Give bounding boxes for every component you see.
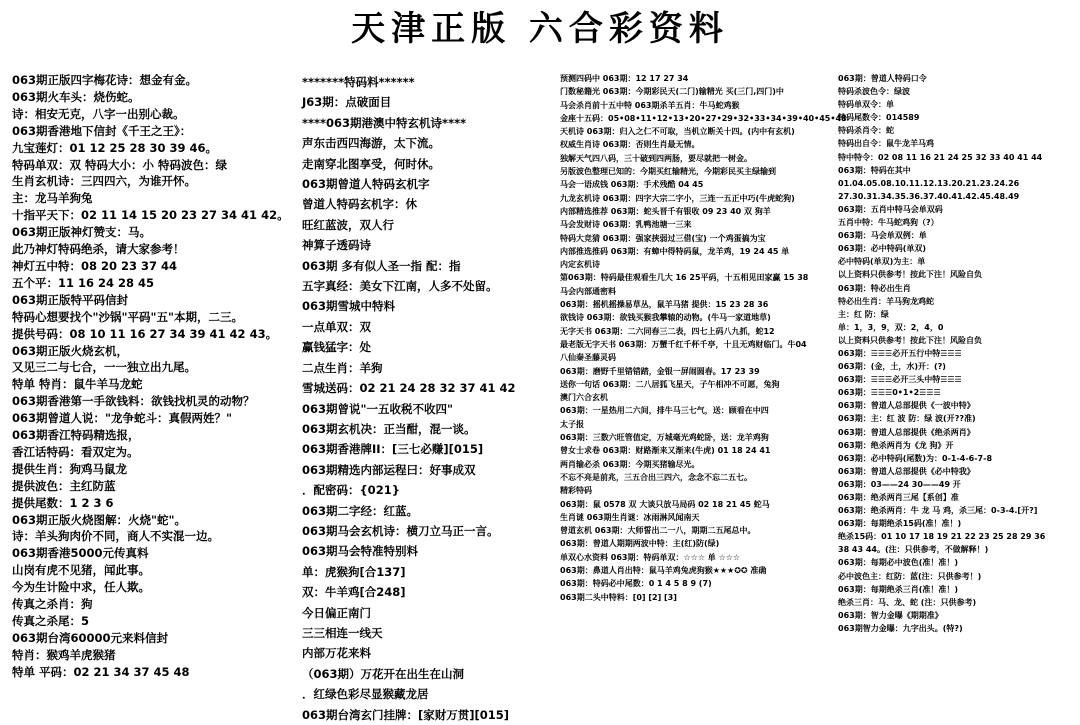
text-line: 送你一句话 063期：二八居狐飞星天，子午相冲不可愿，兔狗 — [560, 379, 780, 389]
text-line: 诗：相安无克，八字一出别心裁。 — [12, 106, 185, 121]
text-line: 063期：马会单双例：单 — [838, 231, 927, 241]
text-line: 063期台湾60000元来料信封 — [12, 630, 169, 645]
text-line: 063期香港第一手欲钱料：欲钱找机灵的动物？ — [12, 394, 255, 409]
text-line: 27.30.31.34.35.36.37.40.41.42.45.48.49 — [838, 191, 1020, 201]
text-line: 十指平天下：02 11 14 15 20 23 27 34 41 42。 — [12, 208, 289, 223]
text-line: 063期二字经：红蓝。 — [302, 503, 419, 518]
text-line: 神算子透码诗 — [302, 238, 371, 253]
text-line: 传真之杀尾：5 — [12, 614, 90, 628]
text-line: 以上资料只供参考！按此下注！风险自负 — [838, 335, 982, 345]
text-line: 曾道人特码玄机字：休 — [302, 197, 417, 212]
text-line: 特单 特肖：鼠牛羊马龙蛇 — [12, 377, 143, 392]
text-line: 063期：必中特码(尾数)为：0-1-4-6-7-8 — [838, 453, 993, 463]
text-line: 063期：磨野千里错错踏，金银一屏闹圆春。17 23 39 — [560, 366, 760, 376]
text-line: 提供尾数：1 2 3 6 — [12, 495, 114, 510]
text-line: 063期：03——24 30——49 开 — [838, 479, 961, 489]
text-line: 063期：鼠 0578 双 大谈只放马局码 02 18 21 45 蛇马 — [560, 499, 770, 509]
text-line: 特码出自令：鼠牛龙羊马鸡 — [838, 139, 934, 149]
text-line: 063期：每期必中波色(准！准！) — [838, 558, 959, 568]
text-line: 此乃神灯特码绝杀，请大家参考！ — [12, 242, 185, 257]
text-line: 不忘不亮是前兆，三五合出三四六，念念不忘二五七。 — [560, 472, 752, 482]
text-line: 声东击西四海游，太下流。 — [302, 136, 440, 151]
text-line: 063期：☰☰☰0•1•2☰☰☰ — [838, 388, 941, 398]
text-line: ．红绿色彩尽显猴藏龙居 — [302, 687, 429, 702]
text-line: （063期）万花开在出生在山洞 — [302, 666, 465, 681]
text-line: 特中特令：02 08 11 16 21 24 25 32 33 40 41 44 — [838, 152, 1043, 162]
text-line: 神灯五中特：08 20 23 37 44 — [12, 258, 178, 273]
text-line: 063期正版火烧图解：火烧"蛇"。 — [12, 512, 186, 527]
text-line: 063期精选内部运程曰：好事成双 — [302, 462, 476, 477]
text-line: 063期正版特平码信封 — [12, 292, 129, 307]
text-line: 063期曾说"一五收税不收四" — [302, 401, 453, 416]
text-line: 主：龙马羊狗兔 — [12, 191, 93, 206]
text-line: 063期：(金，土，水)开：(?) — [838, 362, 946, 372]
text-line: 063期香港5000元传真料 — [12, 546, 149, 561]
text-line: 063期曾道人特码玄机字 — [302, 177, 430, 192]
text-line: 特码杀波色令：绿波 — [838, 87, 910, 97]
text-line: 曾道玄机 063期：大师誓出二一八，期期二五尾总中。 — [560, 526, 756, 536]
text-line: 063期：摇机摇操易草丛，鼠羊马猪 提供：15 23 28 36 — [560, 300, 769, 310]
text-line: 另版波色整理已知的：今期买红输精光，今期彩民买主绿输到 — [560, 167, 776, 177]
text-line: 单：1，3，9，双：2，4，0 — [838, 322, 944, 332]
text-line: 天机诗 063期：归入之仁不可取，当机立断关十四。(内中有玄机) — [560, 127, 795, 137]
text-line: *******特码料****** — [302, 75, 415, 89]
text-line: 063期：智力金曝《期期准》 — [838, 610, 943, 620]
text-line: 欲钱诗 063期：欲钱买猴我攀辕的动物。(牛马一家道地草) — [560, 313, 771, 323]
text-line: ．配密码：{021} — [302, 483, 400, 498]
text-line: 01.04.05.08.10.11.12.13.20.21.23.24.26 — [838, 178, 1020, 188]
text-line: 五个平：11 16 24 28 45 — [12, 275, 155, 290]
text-line: 旺红蓝波，双人行 — [302, 217, 394, 232]
text-line: 内部万花来料 — [302, 646, 371, 661]
text-line: 走南穿北图享受，何时休。 — [302, 156, 440, 171]
text-line: 内部推选推码 063期：有蟑中得特码鼠，龙羊鸡，19 24 45 单 — [560, 246, 790, 256]
text-line: 第063期：特码最佳观看生几大 16 25平码，十五相见田家赢 15 38 — [560, 273, 809, 283]
text-line: 预测四码中 063期：12 17 27 34 — [560, 74, 689, 83]
text-line: 今日偏正南门 — [302, 605, 371, 620]
text-line: 马会内部通密料 — [560, 286, 616, 296]
text-line: 权威生肖诗 063期：否则生肖最无情。 — [560, 140, 700, 150]
text-line: 又见三二与七合，一一独立出九尾。 — [12, 360, 196, 375]
text-line: 马会一语成钱 063期：手术残酷 04 45 — [560, 180, 704, 190]
text-line: 内定玄机诗 — [560, 260, 600, 270]
text-line: 063期正版神灯赞支：马。 — [12, 225, 152, 240]
text-line: 提供生肖：狗鸡马鼠龙 — [12, 461, 127, 476]
text-line: 063期正版四字梅花诗：想金有金。 — [12, 73, 198, 87]
column-2 — [302, 72, 550, 722]
text-line: 绝杀15码：01 10 17 18 19 21 22 23 25 28 29 36 — [838, 532, 1046, 542]
text-line: 两肖输必杀 063期：今期买猪输尽光。 — [560, 459, 700, 469]
text-line: 063期玄机决：正当酣，混一谈。 — [302, 421, 476, 436]
text-line: 八仙秦圣藤灵码 — [560, 353, 616, 363]
text-line: 马会杀肖前十五中特 063期杀羊五肖：牛马蛇鸡猴 — [560, 100, 740, 110]
text-line: 五肖中特：牛马蛇鸡狗（?） — [838, 218, 939, 228]
text-line: 曾女士求卷 063期：财路渐来又渐来(牛虎) 01 18 24 41 — [560, 446, 771, 456]
text-line: ****063期港澳中特玄机诗**** — [302, 115, 467, 130]
text-line: 063期：特必出生肖 — [838, 283, 911, 293]
text-line: 38 43 44。(注：只供参考，不做解释！) — [838, 545, 989, 555]
text-line: 必中波色主：红防：蓝(注：只供参考！) — [838, 571, 982, 581]
column-1 — [12, 72, 292, 697]
text-line: 双：牛羊鸡[合248] — [302, 585, 406, 600]
text-line: 063期：曾道人总部提供《必中特我》 — [838, 466, 975, 476]
text-line: 063期：特码必中尾数：0 1 4 5 8 9 (7) — [560, 579, 712, 589]
text-line: 内部精选推荐 063期：蛇头晋千有银收 09 23 40 双 狗羊 — [560, 206, 771, 216]
text-line: 二点生肖：羊狗 — [302, 360, 383, 375]
text-line: 063期：曾道人特码口令 — [838, 74, 927, 83]
text-line: 无字天书 063期：二六同春三二表，四七上码八九抓，蛇12 — [560, 326, 775, 336]
text-line: 诗：羊头狗肉价不同，商人不实混一边。 — [12, 529, 219, 544]
text-line: 最老版无字天书 063期：万蟹千红千杯千亭，十且无鸡财临门。牛04 — [560, 339, 807, 349]
text-line: 香江话特码：看双定为。 — [12, 444, 139, 459]
text-line: 063期正版火烧玄机， — [12, 343, 129, 358]
text-line: 特码尾数令：014589 — [838, 113, 920, 123]
text-line: 063期：每期绝杀三肖(准！准！) — [838, 584, 959, 594]
column-3 — [560, 72, 847, 697]
text-line: 063期：☰☰☰必开三头中特☰☰☰ — [838, 375, 962, 385]
text-line: 山岗有虎不见猪，闻此事。 — [12, 563, 150, 578]
text-line: 九龙玄机诗 063期：四字大宗二字小，三连一五正中巧(牛虎蛇狗) — [560, 193, 795, 203]
text-line: 特单 平码：02 21 34 37 45 48 — [12, 664, 190, 679]
text-line: 063期：绝杀两肖为《龙 狗》开 — [838, 440, 954, 450]
text-line: 063期：绝杀两肖三尾【系创】准 — [838, 493, 959, 502]
text-line: 马会发财诗 063期：乳鸭池塘一三来 — [560, 220, 692, 230]
text-line: 特肖：猴鸡羊虎猴猪 — [12, 647, 116, 662]
text-line: 赢钱猛字：处 — [302, 340, 371, 355]
text-line: 063期 多有似人圣一指 配：指 — [302, 258, 461, 273]
text-line: 063期马会特准特别料 — [302, 544, 419, 559]
text-line: 063期香港牌II：[三七必赚][015] — [302, 442, 484, 457]
page-title: 天津正版 六合彩资料 — [351, 9, 729, 49]
text-line: 063期：三数六旺管值定，万城毫光鸡蛇卧，送：龙羊鸡狗 — [560, 433, 769, 443]
text-line: 绝杀三肖：马、龙、蛇 (注：只供参考) — [838, 597, 977, 607]
text-line: 063期台湾玄门挂牌：[家财万贯][015] — [302, 707, 510, 722]
text-line: 063期：每期绝杀15码(准！准！) — [838, 519, 962, 529]
text-line: 以上资料只供参考！按此下注！风险自负 — [838, 270, 982, 280]
text-line: 063期：曾道人总部提供《一波中特》 — [838, 401, 975, 411]
text-line: 门数秘籍光 063期：今期彩民天(二门)输精光 买(三门,四门)中 — [560, 87, 784, 97]
text-line: 特码单双令：单 — [838, 100, 894, 110]
text-line: 单：虎猴狗[合137] — [302, 564, 406, 579]
column-4 — [838, 72, 1074, 697]
text-line: 必中特码(单双)为主：单 — [838, 257, 926, 267]
text-line: 传真之杀肖：狗 — [12, 597, 93, 612]
text-line: 063期：主：红 波 防：绿 波(开??准) — [838, 414, 976, 424]
text-line: 特码大竞猜 063期：强家挟弱过三借(宝) 一个鸡蛋搞为宝 — [560, 233, 766, 243]
text-line: 金座十五码：05•08•11•12•13•20•27•29•32•33•34•39•40•45•48 — [560, 113, 847, 123]
text-line: 063期香港地下信封《千王之王》： — [12, 123, 192, 138]
text-line: 063期曾道人说："龙争蛇斗：真假两姓？" — [12, 411, 232, 426]
text-line: 063期马会玄机诗：横刀立马正一言。 — [302, 523, 499, 538]
text-line: 063期：曾道人期期两波中特：主(红)防(绿) — [560, 539, 720, 549]
text-line: 提供号码：08 10 11 16 27 34 39 41 42 43。 — [12, 326, 278, 341]
text-line: 独解天气四八码，三十破到四两肠，要尽就把一树金。 — [560, 153, 752, 163]
text-line: 063期雪城中特料 — [302, 299, 396, 314]
text-line: 063期：必中特码(单双) — [838, 244, 927, 254]
text-line: 063期：绝杀两肖：牛 龙 马 鸡，杀三尾：0-3-4.[开?] — [838, 506, 1038, 516]
text-line: 特码杀肖令：蛇 — [838, 126, 894, 136]
text-line: 今为生计险中求，任人欺。 — [12, 580, 150, 595]
text-line: 063期：☰☰☰必开五行中特☰☰☰ — [838, 348, 962, 358]
text-line: 精彩特码 — [560, 486, 592, 496]
text-line: 主：红 防：绿 — [838, 309, 889, 319]
text-line: 生肖玄机诗：三四四六，为谁开怀。 — [12, 174, 196, 189]
text-line: 澳门六合玄机 — [560, 393, 608, 403]
text-line: 五字真经：美女下江南，人多不处留。 — [302, 279, 498, 294]
text-line: 一点单双：双 — [302, 319, 371, 334]
text-line: 063期：曾道人总部提供《绝杀两肖》 — [838, 427, 975, 437]
text-line: 提供波色：主红防蓝 — [12, 478, 116, 493]
text-line: 特码心想要找个"沙锅"平码"五"本期，二三。 — [12, 309, 243, 324]
text-line: 特码单双：双 特码大小：小 特码波色：绿 — [12, 157, 228, 172]
text-line: 雪城送码：02 21 24 28 32 37 41 42 — [302, 381, 516, 396]
text-line: 063期火车头：烧伤蛇。 — [12, 89, 140, 104]
text-line: 三三相连一线天 — [302, 625, 383, 640]
text-line: J63期：点破面目 — [302, 95, 392, 110]
text-line: 063期：鼻道人肖出特：鼠马羊鸡兔虎狗猴★★★✪✪ 准确 — [560, 565, 767, 575]
text-line: 063期：一星热用二六间，排牛马三七气，送：顾看在中四 — [560, 406, 769, 416]
text-line: 063期：五肖中特马会单双码 — [838, 204, 943, 214]
text-line: 063期香江特码精选报， — [12, 428, 140, 443]
text-line: 太子报 — [560, 419, 584, 429]
text-line: 063期智力金曝：九字出头。(特?) — [838, 623, 963, 633]
text-line: 单双心水资料 063期：特码单双：☆☆☆ 单 ☆☆☆ — [560, 552, 741, 562]
text-line: 生肖谜 063期生肖谜：冰雨淋风闻南天 — [560, 512, 700, 522]
text-line: 063期：特码在其中 — [838, 165, 911, 175]
text-line: 九宝莲灯：01 12 25 28 30 39 46。 — [12, 140, 218, 155]
text-line: 特必出生肖：羊马狗龙鸡蛇 — [838, 296, 934, 306]
text-line: 063期二头中特料：[0] [2] [3] — [560, 592, 677, 602]
